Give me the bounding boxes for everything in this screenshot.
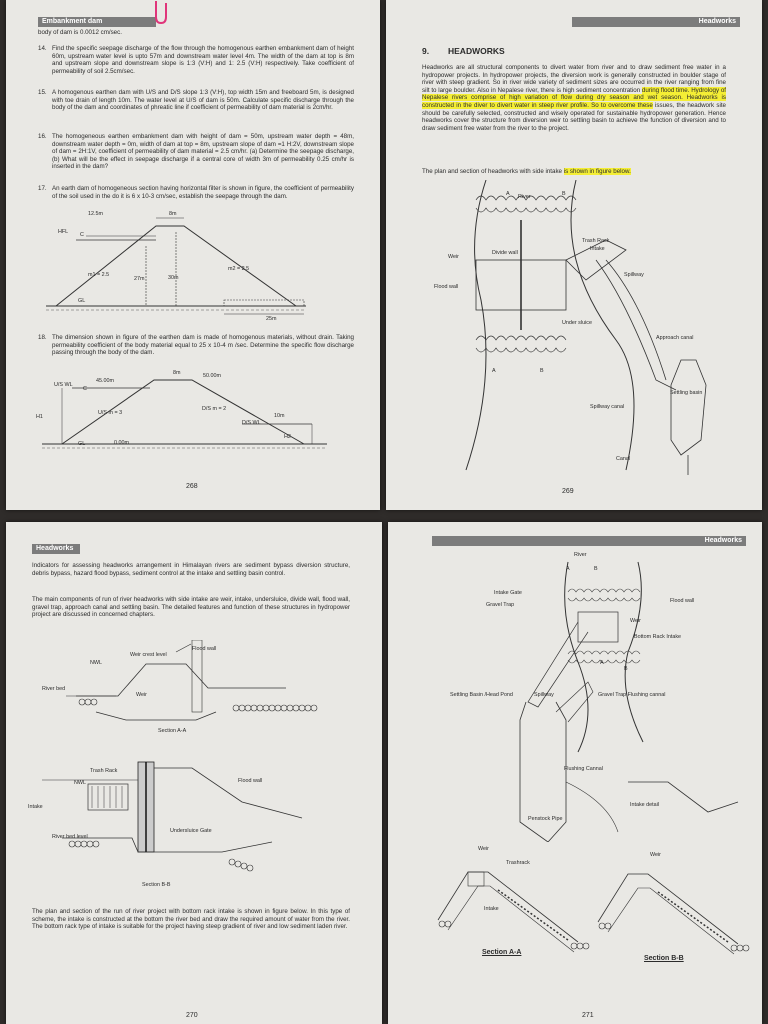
fig17-hfl: HFL [58, 229, 69, 235]
fig-q18-earth-dam [42, 368, 332, 458]
fig-label-a-top: A [566, 566, 570, 572]
page-header: Embankment dam [38, 17, 156, 27]
fig-q17-earth-dam [46, 210, 316, 330]
fig-label-river: River [518, 194, 531, 200]
fig-label-flood-wall: Flood wall [670, 598, 695, 604]
secA-intake: Intake [484, 906, 499, 912]
fig18-ds: D/S m = 2 [202, 406, 227, 412]
fig-label-penstock: Penstock Pipe [528, 816, 563, 822]
fig-label-gravel-trap: Gravel Trap [486, 602, 515, 608]
page-number: 270 [186, 1012, 198, 1019]
q16-number: 16. [38, 133, 47, 140]
para1-highlight: during flood time. Hydrology of Nepalese rivers comprise of high variation of flow during dry season and wet season. Headworks is constructed in the diver to divert water in steep river profile. So to overcome these [422, 86, 726, 109]
secA-trashrack: Trashrack [506, 860, 530, 866]
figA-weir: Weir [136, 692, 147, 698]
fig18-e10: 10m [274, 413, 285, 419]
figB-flood-wall: Flood wall [238, 778, 263, 784]
fig-label-intake-detail: Intake detail [630, 802, 660, 808]
page-header: Headworks [572, 17, 740, 27]
section-number: 9. [422, 46, 430, 56]
figB-intake: Intake [28, 804, 43, 810]
fig17-top1: 12.5m [88, 211, 103, 217]
fig-section-b-b [42, 758, 332, 878]
fig18-h2: H2 [284, 434, 291, 440]
page-number: 271 [582, 1012, 594, 1019]
fig-label-spillway-canal: Spillway canal [590, 404, 625, 410]
indicators-paragraph: Indicators for assessing headworks arrangement in Himalayan rivers are sediment bypass diversion structure, debris bypass, hazard flood bypass, sediment control at the intake and settling basin control. [32, 562, 350, 577]
fig-label-spillway: Spillway [534, 692, 554, 698]
q15-number: 15. [38, 89, 47, 96]
fig18-e50: 50.00m [203, 373, 221, 379]
figA-nwl: NWL [90, 660, 102, 666]
fig18-gl: GL [78, 441, 86, 447]
paper-clip-icon [150, 0, 172, 24]
q16-text: The homogeneous earthen embankment dam with height of dam = 50m, upstream water depth = 48m, downstream water depth = 0m, width of dam at top = 8m, upstream slope of dam =1 H:2V, downstream slope of dam = 2H:1V, coefficient of permeability of dam material = 2.5 cm/hr. (a) Determine the seepage discharge, (b) What will be the effect in seepage discharge if a central core of width 3m of permeability 0.25 cm/hr is inserted in the dam? [52, 133, 354, 171]
page-header: Headworks [32, 544, 80, 554]
page-header: Headworks [432, 536, 746, 546]
fig-label-flood-wall: Flood wall [434, 284, 459, 290]
fig17-h27: 27m [134, 276, 145, 282]
fig-label-trash-rack: Trash Rack [582, 238, 610, 244]
fig-label-bottom-rack: Bottom Rack Intake [634, 634, 682, 640]
fig-label-divide-wall: Divide wall [492, 250, 518, 256]
q14-number: 14. [38, 45, 47, 52]
fig17-m2: m2 = 2.5 [228, 266, 250, 272]
figB-section: Section B-B [142, 882, 171, 888]
fig-label-settling-basin: Settling Basin /Head Pond [450, 692, 513, 698]
fig-label-b-mid: B [624, 666, 628, 672]
fig17-c: C [80, 232, 84, 238]
para1-part-b: issues, the headwork site should be carefully selected, constructed and wisely operated for sustainable hydropower generation. Hence headworks cover the structure from diversion weir to settling basin to achieve the function of diversion and to draw sediment free water from the river to the project. [422, 101, 726, 132]
fig-label-a-top: A [506, 191, 510, 197]
q17-text: An earth dam of homogeneous section having horizontal filter is shown in figure, the coefficient of permeability of the soil used in the do it is 6 x 10-3 cm/sec, establish the seepage through the dam. [52, 185, 354, 200]
fig18-e45: 45.00m [96, 378, 114, 384]
fig18-dswl: D/S WL [242, 420, 261, 426]
fig-label-canal: Canal [616, 456, 631, 462]
secB-weir: Weir [650, 852, 661, 858]
secA-title: Section A-A [482, 949, 522, 956]
figA-section: Section A-A [158, 728, 187, 734]
fig-label-b-top: B [594, 566, 598, 572]
fig-label-flushing-cannal: Flushing Cannal [564, 766, 603, 772]
para1-part-a: Headworks are all structural components to divert water from river and to draw sediment free water in a hydropower projects. In hydropower projects, the diversion work is generally constructed in boulder stage of river with steep gradient. So in river wide variety of sediment sizes are occurred in the river ranging from fine silt to large boulder. Also in Nepalese river, there is high sediment concentration [422, 64, 726, 94]
secA-weir: Weir [478, 846, 489, 852]
components-paragraph: The main components of run of river headworks with side intake are weir, intake, undersluice, divide wall, flood wall, gravel trap, approach canal and settling basin. The detailed features and function of these structures in hydropower project are discussed in concerned chapters. [32, 596, 350, 619]
figA-river-bed: River bed [42, 686, 66, 692]
intro-line: body of dam is 0.0012 cm/sec. [38, 29, 122, 36]
fig-label-intake-gate: Intake Gate [494, 590, 522, 596]
fig18-h1: H1 [36, 414, 43, 420]
figB-river-bed-level: River bed level [52, 834, 88, 840]
fig-label-river: River [574, 552, 587, 558]
fig18-us: U/S m = 3 [98, 410, 123, 416]
fig-label-settling-basin: Settling basin [670, 390, 703, 396]
fig-label-spillway: Spillway [624, 272, 644, 278]
fig18-top: 8m [173, 370, 181, 376]
fig18-e0: 0.00m [114, 440, 129, 446]
fig-label-gravel-trap-flushing: Gravel Trap Flushing cannal [598, 692, 666, 698]
figure-intro [422, 168, 726, 176]
q15-text: A homogenous earthen dam with U/S and D/S slope 1:3 (V:H), top width 15m and freeboard 5m, is designed with toe drain of length 10m. The water level at U/S of dam is 50m. Calculate specific discharge through the body of the dam and coordinates of phreatic line if coefficient of permeability of dam material is 2cm/hr. [52, 89, 354, 112]
fig18-uswl: U/S WL [54, 382, 73, 388]
q18-number: 18. [38, 334, 47, 341]
fig17-h30: 30m [168, 275, 179, 281]
fig-label-b-bottom: B [540, 368, 544, 374]
figB-undersluice-gate: Undersluice Gate [170, 828, 212, 834]
page-268 [6, 0, 380, 510]
fig-section-a-a [428, 850, 608, 960]
page-271 [388, 522, 762, 1024]
q14-text: Find the specific seepage discharge of the flow through the homogenous earthen embankment dam of height 60m, upstream water level is upto 57m and downstream water level 4m. The width of the dam at top is 8m and upstream slope and downstream slope is 1:3 (V:H) and 1: 2.5 (V:H) respectively. Take coefficient of permeability of soil 2.5cm/sec. [52, 45, 354, 75]
page-269 [386, 0, 762, 510]
q17-number: 17. [38, 185, 47, 192]
para2-highlight: is shown in figure below. [563, 168, 631, 175]
fig-label-weir: Weir [448, 254, 459, 260]
secB-title: Section B-B [644, 955, 684, 962]
fig-label-a-bottom: A [492, 368, 496, 374]
fig-label-approach-canal: Approach canal [656, 335, 694, 341]
fig17-m1: m1 = 2.5 [88, 272, 110, 278]
fig17-filter: 25m [266, 316, 277, 322]
page-270 [6, 522, 382, 1024]
q18-text: The dimension shown in figure of the earthen dam is made of homogenous materials, without drain. Taking permeability coefficient of the body material equal to 25 x 10-4 m /sec. Determine the specific flow discharge passing through the body of the dam. [52, 334, 354, 357]
section-title: HEADWORKS [448, 46, 505, 56]
figB-trash-rack: Trash Rack [90, 768, 118, 774]
headworks-paragraph [422, 64, 726, 132]
fig-label-b-top: B [562, 191, 566, 197]
fig-section-b-b [588, 852, 758, 962]
bottom-rack-paragraph: The plan and section of the run of river project with bottom rack intake is shown in figure below. In this type of scheme, the intake is constructed at the bottom the river bed and draw the required amount of water from the river. The bottom rack type of intake is suitable for the project having steep gradient of river and low sediment laden river. [32, 908, 350, 931]
para2-part-a: The plan and section of headworks with side intake [422, 168, 562, 175]
fig17-top2: 8m [169, 211, 177, 217]
fig-section-a-a [56, 640, 326, 730]
page-number: 268 [186, 483, 198, 490]
fig-label-a-mid: A [600, 660, 604, 666]
fig18-c: C [83, 386, 87, 392]
fig-label-weir: Weir [630, 618, 641, 624]
fig-headworks-side-intake-plan [426, 180, 736, 480]
figA-flood-wall: Flood wall [192, 646, 217, 652]
fig17-gl: GL [78, 298, 86, 304]
fig-label-under-sluice: Under sluice [562, 320, 592, 326]
page-number: 269 [562, 488, 574, 495]
figA-weir-crest: Weir crest level [130, 652, 167, 658]
fig-label-intake: Intake [590, 246, 605, 252]
figB-nwl: NWL [74, 780, 86, 786]
